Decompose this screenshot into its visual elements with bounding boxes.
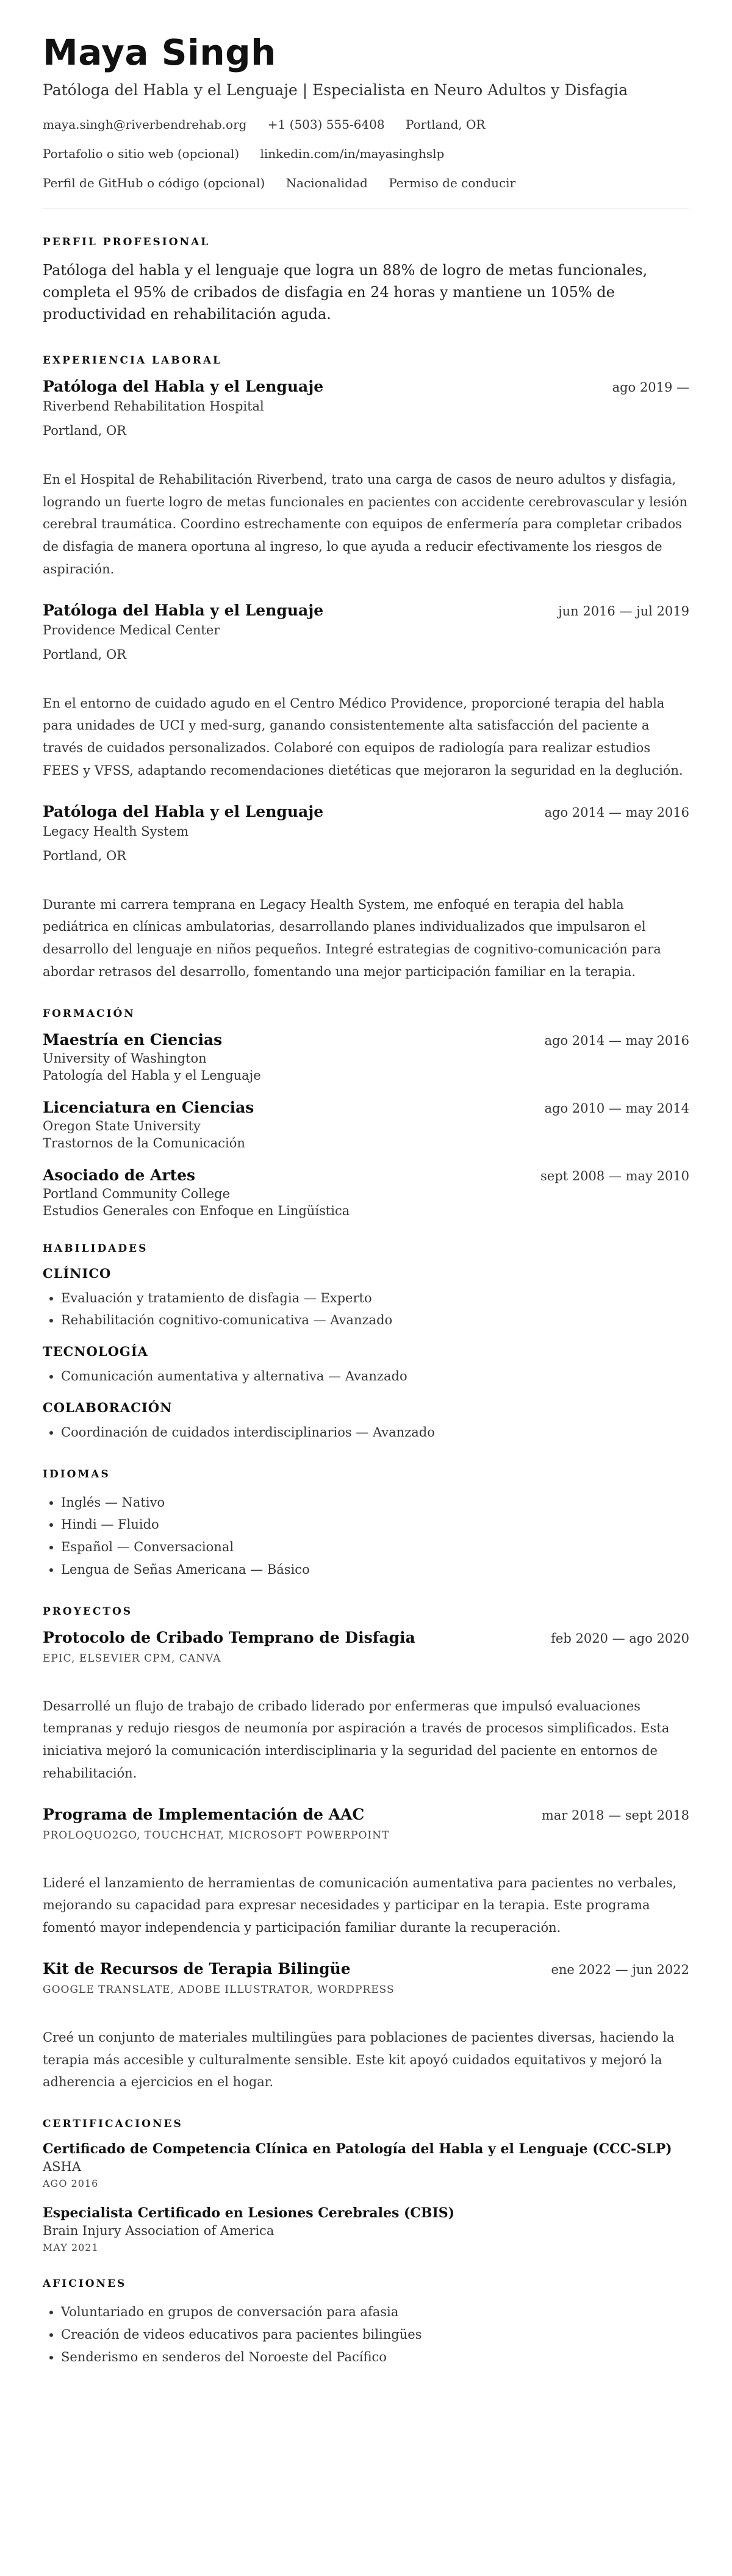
job-location: Portland, OR xyxy=(43,423,126,438)
language-item: • Hindi — Fluido xyxy=(61,1513,689,1536)
skill-item: • Comunicación aumentativa y alternativa — Avanzado xyxy=(61,1365,689,1388)
languages-section xyxy=(43,1468,689,1581)
job-description: Durante mi carrera temprana en Legacy Health System, me enfoqué en terapia del habla pediátrica en clínicas ambulatorias, desarrollando planes individualizados que impulsaron el desarrollo del lenguaje en niños pequeños. Integré estrategias de cognitivo-comunicación para abordar retrasos del desarrollo, fomentando una mejor participación familiar en la terapia. xyxy=(43,897,661,979)
project-entry xyxy=(43,1960,689,2093)
contact-row-1 xyxy=(43,117,689,132)
certification-issuer: Brain Injury Association of America xyxy=(43,2223,274,2239)
school-name: Oregon State University xyxy=(43,1118,201,1133)
project-name: Programa de Implementación de AAC xyxy=(43,1805,365,1823)
degree-dates: sept 2008 — may 2010 xyxy=(540,1168,689,1183)
section-title-skills: HABILIDADES xyxy=(43,1242,148,1255)
projects-section xyxy=(43,1606,689,2094)
job-employer: Legacy Health System xyxy=(43,823,189,839)
project-dates: ene 2022 — jun 2022 xyxy=(551,1962,689,1977)
project-description: Creé un conjunto de materiales multilingües para poblaciones de pacientes diversas, haciendo la terapia más accesible y culturalmente sensible. Este kit apoyó cuidados equitativos y mejoró la adherencia a ejercicios en el hogar. xyxy=(43,2029,675,2090)
contact-phone[interactable]: +1 (503) 555-6408 xyxy=(267,117,385,132)
school-name: Portland Community College xyxy=(43,1186,231,1201)
section-title-certifications: CERTIFICACIONES xyxy=(43,2118,183,2131)
project-tools: GOOGLE TRANSLATE, ADOBE ILLUSTRATOR, WORDPRESS xyxy=(43,1983,395,1996)
job-description: En el Hospital de Rehabilitación Riverbend, trato una carga de casos de neuro adultos y disfagia, logrando un fuerte logro de metas funcionales en pacientes con accidente cerebrovascular y lesión cerebral traumática. Coordino estrechamente con equipos de enfermería para completar cribados de disfagia de manera oportuna al ingreso, lo que ayuda a reducir efectivamente los riesgos de aspiración. xyxy=(43,472,687,576)
language-item: • Inglés — Nativo xyxy=(61,1491,689,1514)
job-dates: ago 2014 — may 2016 xyxy=(544,805,689,820)
contact-portfolio[interactable]: Portafolio o sitio web (opcional) xyxy=(43,146,240,161)
job-employer: Providence Medical Center xyxy=(43,622,220,637)
certification-issuer: ASHA xyxy=(43,2159,82,2175)
job-employer: Riverbend Rehabilitation Hospital xyxy=(43,398,264,414)
school-name: University of Washington xyxy=(43,1050,207,1066)
language-list xyxy=(43,1491,689,1581)
job-title: Patóloga del Habla y el Lenguaje xyxy=(43,802,324,820)
contact-linkedin[interactable]: linkedin.com/in/mayasinghslp xyxy=(260,146,445,161)
hobbies-section xyxy=(43,2278,689,2368)
experience-section xyxy=(43,354,689,983)
certification-name: Certificado de Competencia Clínica en Patología del Habla y el Lenguaje (CCC-SLP) xyxy=(43,2141,672,2158)
project-entry xyxy=(43,1629,689,1785)
field-of-study: Patología del Habla y el Lenguaje xyxy=(43,1067,261,1083)
summary-text: Patóloga del habla y el lenguaje que logra un 88% de logro de metas funcionales, completa el 95% de cribados de disfagia en 24 horas y mantiene un 105% de productividad en rehabilitación aguda. xyxy=(43,261,648,323)
field-of-study: Trastornos de la Comunicación xyxy=(43,1135,245,1150)
project-name: Protocolo de Cribado Temprano de Disfagia xyxy=(43,1628,415,1646)
education-entry xyxy=(43,1166,689,1218)
section-title-languages: IDIOMAS xyxy=(43,1468,110,1480)
certification-date: MAY 2021 xyxy=(43,2242,99,2254)
experience-entry xyxy=(43,601,689,782)
summary-section xyxy=(43,236,689,325)
contact-location: Portland, OR xyxy=(405,117,486,132)
section-title-summary: PERFIL PROFESIONAL xyxy=(43,235,210,248)
resume-header xyxy=(43,34,689,190)
job-dates: jun 2016 — jul 2019 xyxy=(558,603,689,619)
project-name: Kit de Recursos de Terapia Bilingüe xyxy=(43,1959,351,1978)
degree-dates: ago 2010 — may 2014 xyxy=(544,1100,689,1116)
job-title: Patóloga del Habla y el Lenguaje xyxy=(43,601,324,619)
degree-title: Asociado de Artes xyxy=(43,1166,196,1184)
experience-entry xyxy=(43,378,689,581)
skill-list xyxy=(43,1365,689,1388)
experience-entry xyxy=(43,803,689,983)
skills-section xyxy=(43,1243,689,1444)
job-title: Patóloga del Habla y el Lenguaje xyxy=(43,377,324,395)
project-description: Lideré el lanzamiento de herramientas de comunicación aumentativa para pacientes no verbales, mejorando su capacidad para expresar necesidades y participar en la terapia. Este programa fomentó mayor independencia y participación familiar durante la recuperación. xyxy=(43,1875,677,1936)
job-location: Portland, OR xyxy=(43,647,126,662)
skill-item: • Evaluación y tratamiento de disfagia — Experto xyxy=(61,1287,689,1310)
job-location: Portland, OR xyxy=(43,848,126,863)
candidate-name: Maya Singh xyxy=(43,32,276,73)
skill-group-title: TECNOLOGÍA xyxy=(43,1344,148,1360)
hobby-item: • Voluntariado en grupos de conversación para afasia xyxy=(61,2301,689,2323)
certifications-section xyxy=(43,2118,689,2253)
project-dates: feb 2020 — ago 2020 xyxy=(551,1631,689,1646)
project-description: Desarrollé un flujo de trabajo de cribado liderado por enfermeras que impulsó evaluaciones tempranas y redujo riesgos de neumonía por aspiración a través de procesos simplificados. Esta iniciativa mejoró la comunicación interdisciplinaria y la seguridad del paciente en entornos de rehabilitación. xyxy=(43,1698,670,1781)
degree-dates: ago 2014 — may 2016 xyxy=(544,1033,689,1048)
section-title-hobbies: AFICIONES xyxy=(43,2278,127,2291)
contact-email[interactable]: maya.singh@riverbendrehab.org xyxy=(43,117,247,132)
certification-name: Especialista Certificado en Lesiones Cerebrales (CBIS) xyxy=(43,2205,455,2222)
skill-list xyxy=(43,1421,689,1444)
headline: Patóloga del Habla y el Lenguaje | Especialista en Neuro Adultos y Disfagia xyxy=(43,81,628,99)
skill-group-title: CLÍNICO xyxy=(43,1265,112,1281)
certification-entry xyxy=(43,2141,689,2189)
language-item: • Español — Conversacional xyxy=(61,1536,689,1559)
language-item: • Lengua de Señas Americana — Básico xyxy=(61,1559,689,1581)
job-description: En el entorno de cuidado agudo en el Centro Médico Providence, proporcioné terapia del habla para unidades de UCI y med-surg, ganando consistentemente alta satisfacción del paciente a través de cuidados personalizados. Colaboré con equipos de radiología para realizar estudios FEES y VFSS, adaptando recomendaciones dietéticas que mejoraron la seguridad en la deglución. xyxy=(43,695,683,778)
degree-title: Licenciatura en Ciencias xyxy=(43,1098,254,1116)
education-entry xyxy=(43,1099,689,1150)
education-section xyxy=(43,1008,689,1218)
section-title-education: FORMACIÓN xyxy=(43,1007,135,1020)
skill-item: • Coordinación de cuidados interdisciplinarios — Avanzado xyxy=(61,1421,689,1444)
hobby-item: • Senderismo en senderos del Noroeste del Pacífico xyxy=(61,2346,689,2369)
hobby-list xyxy=(43,2301,689,2368)
project-entry xyxy=(43,1806,689,1939)
field-of-study: Estudios Generales con Enfoque en Lingüística xyxy=(43,1203,350,1218)
project-dates: mar 2018 — sept 2018 xyxy=(541,1807,689,1823)
contact-driving-license: Permiso de conducir xyxy=(389,175,516,190)
certification-date: AGO 2016 xyxy=(43,2178,99,2190)
skill-list xyxy=(43,1287,689,1332)
contact-row-2 xyxy=(43,146,689,161)
project-tools: PROLOQUO2GO, TOUCHCHAT, MICROSOFT POWERPOINT xyxy=(43,1829,390,1842)
section-title-projects: PROYECTOS xyxy=(43,1605,133,1618)
degree-title: Maestría en Ciencias xyxy=(43,1030,223,1049)
contact-row-3 xyxy=(43,176,689,190)
job-dates: ago 2019 — xyxy=(612,379,689,395)
project-tools: EPIC, ELSEVIER CPM, CANVA xyxy=(43,1652,221,1665)
hobby-item: • Creación de videos educativos para pacientes bilingües xyxy=(61,2323,689,2346)
contact-nationality: Nacionalidad xyxy=(285,175,368,190)
skill-item: • Rehabilitación cognitivo-comunicativa — Avanzado xyxy=(61,1309,689,1332)
contact-github[interactable]: Perfil de GitHub o código (opcional) xyxy=(43,175,265,190)
education-entry xyxy=(43,1031,689,1083)
skill-group-title: COLABORACIÓN xyxy=(43,1399,173,1415)
certification-entry xyxy=(43,2205,689,2253)
section-title-experience: EXPERIENCIA LABORAL xyxy=(43,354,222,367)
